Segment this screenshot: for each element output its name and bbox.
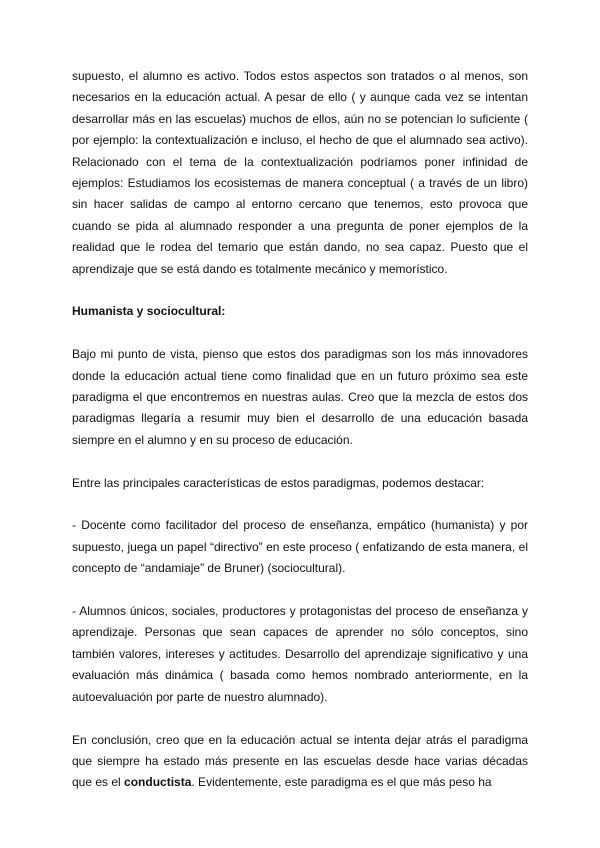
spacer (72, 708, 528, 729)
spacer (72, 280, 528, 301)
paragraph-students-item: - Alumnos únicos, sociales, productores y protagonistas del proceso de enseñanza y aprendizaje. Personas que sean capaces de aprender no sólo conceptos, sino también valores, intereses y actitudes. Desarrollo del aprendizaje significativo y una evaluación más dinámica ( basada como hemos nombrado anteriormente, en la autoevaluación por parte de nuestro alumnado). (72, 604, 528, 704)
paragraph-conclusion (72, 730, 528, 794)
conclusion-text-end: . Evidentemente, este paradigma es el que más peso ha (191, 775, 492, 790)
spacer (72, 323, 528, 344)
conclusion-bold-term: conductista (124, 775, 192, 790)
document-page (72, 66, 528, 794)
spacer (72, 580, 528, 601)
spacer (72, 451, 528, 472)
section-heading: Humanista y sociocultural: (72, 304, 226, 319)
spacer (72, 494, 528, 515)
paragraph-teacher-item: - Docente como facilitador del proceso de enseñanza, empático (humanista) y por supuesto, juega un papel “directivo” en este proceso ( enfatizando de esta manera, el concepto de “andamiaje” de Bruner) (sociocultural). (72, 518, 528, 576)
paragraph-paradigms: Bajo mi punto de vista, pienso que estos dos paradigmas son los más innovadores donde la educación actual tiene como finalidad que en un futuro próximo sea este paradigma el que encontremos en nuestras aulas. Creo que la mezcla de estos dos paradigmas llegaría a resumir muy bien el desarrollo de una educación basada siempre en el alumno y en su proceso de educación. (72, 347, 528, 447)
paragraph-characteristics-intro: Entre las principales características de estos paradigmas, podemos destacar: (72, 475, 485, 490)
paragraph-intro: supuesto, el alumno es activo. Todos estos aspectos son tratados o al menos, son necesarios en la educación actual. A pesar de ello ( y aunque cada vez se intentan desarrollar más en las escuelas) muchos de ellos, aún no se potencian lo suficiente ( por ejemplo: la contextualización e incluso, el hecho de que el alumnado sea activo). Relacionado con el tema de la contextualización podríamos poner infinidad de ejemplos: Estudiamos los ecosistemas de manera conceptual ( a través de un libro) sin hacer salidas de campo al entorno cercano que tenemos, esto provoca que cuando se pida al alumnado responder a una pregunta de poner ejemplos de la realidad que le rodea del temario que están dando, no sea capaz. Puesto que el aprendizaje que se está dando es totalmente mecánico y memorístico. (72, 69, 528, 276)
conclusion-text-start: En conclusión, creo que en la educación actual se intenta dejar atrás el paradigma que siempre ha estado más presente en las escuelas desde hace varias décadas que es el (72, 732, 528, 790)
